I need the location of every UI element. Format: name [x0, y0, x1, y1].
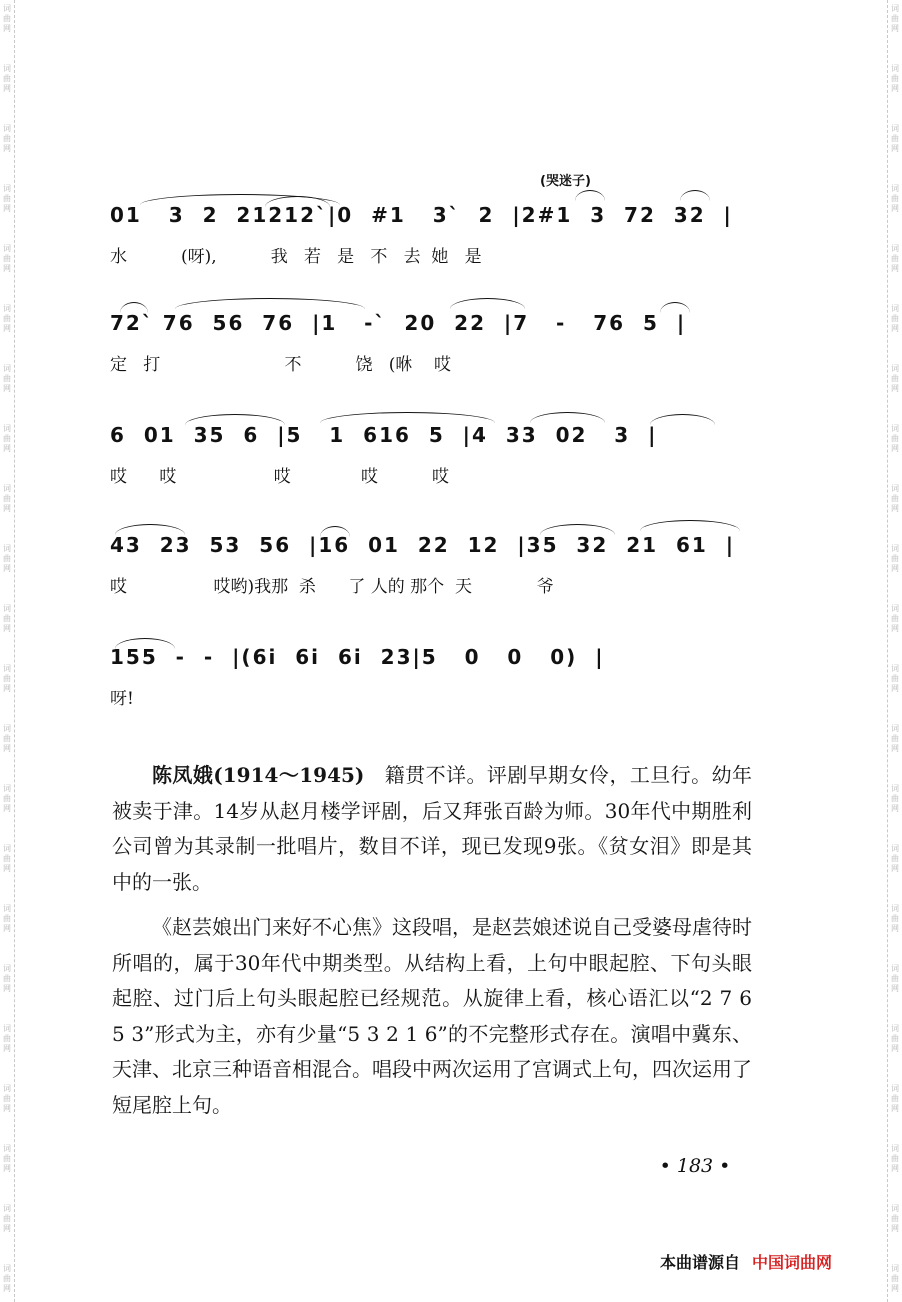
margin-watermark: 词曲网 — [3, 544, 11, 573]
margin-watermark: 词曲网 — [3, 4, 11, 33]
margin-watermark: 词曲网 — [3, 724, 11, 753]
margin-watermark: 词曲网 — [891, 1204, 899, 1233]
margin-watermark: 词曲网 — [891, 964, 899, 993]
margin-watermark: 词曲网 — [891, 844, 899, 873]
margin-watermark: 词曲网 — [891, 1264, 899, 1293]
margin-watermark: 词曲网 — [3, 1264, 11, 1293]
margin-watermark: 词曲网 — [891, 64, 899, 93]
score-notes: 01 3 2 21212`|0 #1 3` 2 |2#1 3 72 32 | — [110, 203, 733, 227]
score-row — [110, 190, 760, 280]
article-body — [112, 758, 752, 1123]
right-margin-watermark-strip — [887, 0, 902, 1302]
margin-watermark: 词曲网 — [3, 904, 11, 933]
margin-watermark: 词曲网 — [3, 664, 11, 693]
score-lyrics: 哎 哎 哎 哎 哎 — [110, 467, 449, 487]
analysis-paragraph: 《赵芸娘出门来好不心焦》这段唱，是赵芸娘述说自己受婆母虐待时所唱的，属于30年代中期类型。从结构上看，上句中眼起腔、下句头眼起腔、过门后上句头眼起腔已经规范。从旋律上看，核心语汇以“2 7 6 5 3”形式为主，亦有少量“5 3 2 1 6”的不完整形式存在。演唱中冀东、天津、北京三种语音相混合。唱段中两次运用了宫调式上句，四次运用了短尾腔上句。 — [112, 915, 752, 1117]
score-notes: 6 01 35 6 |5 1 616 5 |4 33 02 3 | — [110, 423, 658, 447]
margin-watermark: 词曲网 — [891, 544, 899, 573]
margin-watermark: 词曲网 — [891, 184, 899, 213]
margin-watermark: 词曲网 — [3, 124, 11, 153]
margin-watermark: 词曲网 — [891, 484, 899, 513]
margin-watermark: 词曲网 — [891, 424, 899, 453]
score-notes: 43 23 53 56 |16 01 22 12 |35 32 21 61 | — [110, 533, 736, 557]
score-notes: 155 - - |(6i 6i 6i 23|5 0 0 0) | — [110, 645, 605, 669]
margin-watermark: 词曲网 — [3, 1144, 11, 1173]
margin-watermark: 词曲网 — [891, 1084, 899, 1113]
margin-watermark: 词曲网 — [3, 844, 11, 873]
margin-watermark: 词曲网 — [3, 364, 11, 393]
biography-text: 籍贯不详。评剧早期女伶，工旦行。幼年被卖于津。14岁从赵月楼学评剧，后又拜张百龄为师。30年代中期胜利公司曾为其录制一批唱片，数目不详，现已发现9张。《贫女泪》即是其中的一张。 — [112, 763, 752, 894]
biography-heading: 陈凤娥(1914～1945) — [152, 763, 365, 787]
biography-paragraph — [112, 758, 752, 900]
score-row — [110, 632, 760, 722]
margin-watermark: 词曲网 — [3, 484, 11, 513]
margin-watermark: 词曲网 — [891, 664, 899, 693]
score-row — [110, 298, 760, 388]
score-lyrics: 定 打 不 饶 (咻 哎 — [110, 355, 451, 375]
margin-watermark: 词曲网 — [891, 364, 899, 393]
margin-watermark: 词曲网 — [891, 724, 899, 753]
margin-watermark: 词曲网 — [3, 64, 11, 93]
source-credit-label: 本曲谱源自 — [660, 1253, 741, 1272]
score-notes: 72` 76 56 76 |1 -` 20 22 |7 - 76 5 | — [110, 311, 687, 335]
margin-watermark: 词曲网 — [3, 244, 11, 273]
margin-watermark: 词曲网 — [3, 1204, 11, 1233]
source-credit — [660, 1250, 880, 1273]
score-row — [110, 410, 760, 500]
left-margin-watermark-strip — [0, 0, 15, 1302]
margin-watermark: 词曲网 — [891, 784, 899, 813]
page-number: • 183 • — [659, 1155, 731, 1177]
score-lyrics: 哎 哎哟)我那 杀 了 人的 那个 天 爷 — [110, 577, 554, 597]
score-row — [110, 520, 760, 610]
margin-watermark: 词曲网 — [3, 424, 11, 453]
margin-watermark: 词曲网 — [891, 124, 899, 153]
margin-watermark: 词曲网 — [891, 304, 899, 333]
margin-watermark: 词曲网 — [891, 904, 899, 933]
margin-watermark: 词曲网 — [3, 1024, 11, 1053]
margin-watermark: 词曲网 — [3, 304, 11, 333]
margin-watermark: 词曲网 — [891, 244, 899, 273]
margin-watermark: 词曲网 — [891, 4, 899, 33]
margin-watermark: 词曲网 — [3, 784, 11, 813]
margin-watermark: 词曲网 — [891, 604, 899, 633]
margin-watermark: 词曲网 — [891, 1144, 899, 1173]
margin-watermark: 词曲网 — [3, 964, 11, 993]
score-lyrics: 呀! — [110, 689, 134, 709]
tempo-marking: (哭迷子) — [540, 174, 591, 189]
margin-watermark: 词曲网 — [3, 604, 11, 633]
margin-watermark: 词曲网 — [891, 1024, 899, 1053]
margin-watermark: 词曲网 — [3, 1084, 11, 1113]
score-lyrics: 水 (呀), 我 若 是 不 去 她 是 — [110, 247, 482, 267]
margin-watermark: 词曲网 — [3, 184, 11, 213]
source-site-name: 中国词曲网 — [752, 1253, 833, 1272]
